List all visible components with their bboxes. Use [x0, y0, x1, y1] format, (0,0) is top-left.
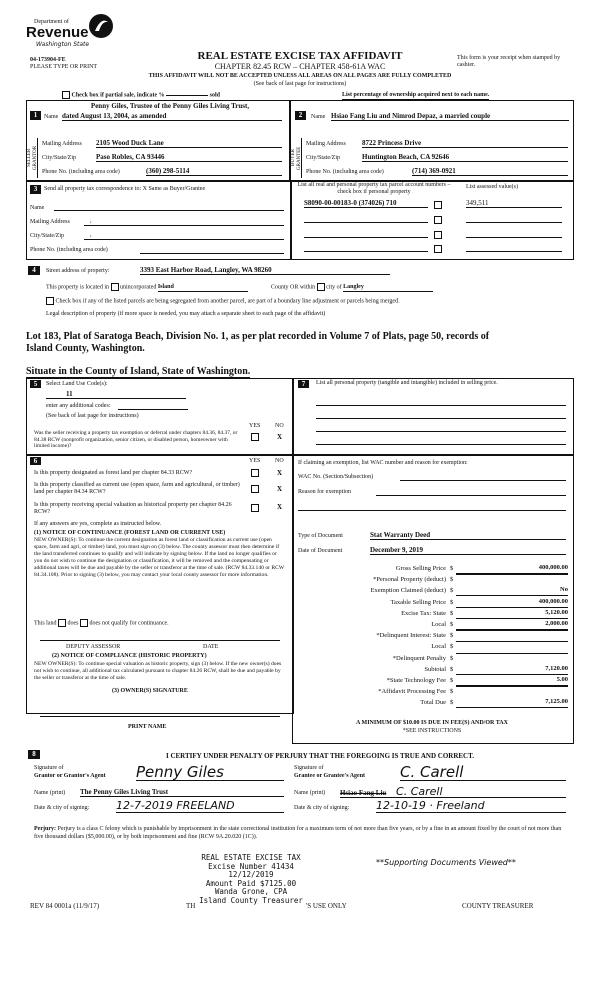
exemption-yes-checkbox[interactable]: [251, 433, 259, 441]
exemption-question: Was the seller receiving a property tax exemption or deferral under chapters 84.36, 84.37, or 84.38 RCW (nonprofit organization, senior citizen, or disabled person, homeowner with limited income)?: [34, 430, 238, 449]
section-number-8: 8: [28, 750, 40, 759]
assessed-line-3[interactable]: [466, 237, 562, 238]
partial-sale-checkbox[interactable]: [62, 91, 70, 99]
buyer-phone-label: Phone No. (including area code): [306, 169, 384, 175]
calc-row-value[interactable]: [456, 574, 568, 575]
calc-row-label: Excise Tax: State: [401, 609, 446, 617]
calc-row-value[interactable]: [456, 630, 568, 631]
owner-sig-line[interactable]: [40, 716, 280, 717]
calc-row-label: Total Due: [420, 699, 446, 707]
calc-row-value[interactable]: 7,125.00: [456, 697, 568, 708]
seller-vertical-label: SELLER GRANTOR: [27, 145, 38, 171]
personal-property-line-4[interactable]: [316, 444, 566, 445]
calc-row-value[interactable]: 400,000.00: [456, 563, 568, 574]
calc-row-label: *Personal Property (deduct): [373, 576, 446, 584]
calc-row: [296, 641, 568, 652]
located-label: This property is located in: [46, 284, 109, 291]
does-not-checkbox[interactable]: [80, 619, 88, 627]
additional-codes-field[interactable]: [118, 409, 188, 410]
calc-row-dollar: $: [450, 643, 454, 651]
calc-row: [296, 697, 568, 708]
perjury-notice: [34, 826, 570, 841]
seller-vertical-band: [27, 138, 38, 178]
parcel-line-2[interactable]: [304, 222, 428, 223]
stamp-line4: Amount Paid $7125.00: [205, 878, 297, 888]
situate-line: Situate in the County of Island, State of Washington.: [26, 366, 251, 377]
calc-row-label: Subtotal: [424, 665, 446, 673]
parcel-personal-checkbox-4[interactable]: [434, 245, 442, 253]
buyer-mailing[interactable]: 8722 Princess Drive: [362, 139, 568, 148]
s6-no-header: NO: [275, 458, 284, 464]
street-label: Street address of property:: [46, 268, 110, 274]
forest-no-answer[interactable]: X: [277, 469, 283, 477]
partial-sale-row: [62, 91, 220, 99]
certify-statement: I CERTIFY UNDER PENALTY OF PERJURY THAT THE FOREGOING IS TRUE AND CORRECT.: [165, 752, 474, 760]
dor-logo-icon: [88, 13, 114, 39]
calc-row-value[interactable]: [456, 653, 568, 654]
calc-row-dollar: $: [450, 665, 454, 673]
grantee-signature[interactable]: C. Carell: [400, 764, 566, 781]
seller-mailing-label: Mailing Address: [42, 141, 82, 147]
legal-line1: Lot 183, Plat of Saratoga Beach, Division No. 1, as per plat recorded in Volume 7 of Plats, page 50, records of: [26, 331, 490, 342]
calc-row-label: *Affidavit Processing Fee: [378, 688, 446, 696]
see-instructions: *SEE INSTRUCTIONS: [402, 728, 462, 734]
calc-row-label: *State Technology Fee: [386, 676, 446, 684]
section-number-4: 4: [28, 266, 40, 275]
grantee-print-handwritten: C. Carell: [396, 785, 443, 798]
grantee-print-label: Name (print): [294, 790, 326, 796]
calc-row-label: Local: [431, 643, 446, 651]
s3-city-field[interactable]: ,: [84, 232, 284, 240]
calc-row-value[interactable]: [456, 641, 568, 642]
does-not-label: does not qualify for continuance.: [89, 620, 169, 627]
parcel-personal-checkbox-2[interactable]: [434, 216, 442, 224]
use-only-left: TH: [186, 902, 196, 910]
calc-row-dollar: $: [450, 587, 454, 595]
this-land-label: This land: [34, 620, 57, 627]
s6-yes-header: YES: [249, 458, 261, 464]
calc-row-value[interactable]: 5.00: [456, 675, 568, 686]
calc-row: [296, 563, 568, 574]
owner-sig-label: (3) OWNER(S) SIGNATURE: [112, 688, 188, 694]
minimum-due: A MINIMUM OF $10.00 IS DUE IN FEE(S) AND/OR TAX: [356, 720, 508, 726]
assessed-value[interactable]: 349,511: [466, 199, 562, 208]
grantee-print-typed: Hsiao Fang Liu: [340, 789, 387, 797]
grantor-date-city[interactable]: 12-7-2019 FREELAND: [116, 800, 284, 813]
grantor-signature[interactable]: Penny Giles: [136, 764, 284, 781]
calc-row-value[interactable]: No: [456, 585, 568, 596]
deputy-assessor-label: DEPUTY ASSESSOR: [66, 644, 121, 650]
form-warning: THIS AFFIDAVIT WILL NOT BE ACCEPTED UNLESS ALL AREAS ON ALL PAGES ARE FULLY COMPLETED: [148, 73, 452, 79]
calc-row: [296, 675, 568, 686]
calc-row-value[interactable]: 2,000.00: [456, 619, 568, 630]
unincorporated-label: unincorporated: [120, 284, 157, 291]
supporting-docs: **Supporting Documents Viewed**: [376, 858, 516, 867]
assessed-line-2[interactable]: [466, 222, 562, 223]
calc-row-label: *Delinquent Penalty: [392, 654, 446, 662]
calc-row-dollar: $: [450, 699, 454, 707]
section-number-7: 7: [298, 380, 309, 388]
calc-row: [296, 630, 568, 641]
buyer-city-label: City/State/Zip: [306, 155, 340, 161]
calc-row-label: Exemption Claimed (deduct): [370, 587, 446, 595]
forest-yes-checkbox[interactable]: [251, 469, 259, 477]
seller-name-line1[interactable]: Penny Giles, Trustee of the Penny Giles Living Trust,: [90, 102, 250, 110]
reason-field[interactable]: [376, 495, 566, 496]
seller-name-line2[interactable]: dated August 13, 2004, as amended: [62, 112, 282, 121]
calc-row-label: Local: [431, 620, 446, 628]
pct-ownership-note: List percentage of ownership acquired next to each name.: [342, 92, 490, 98]
notice1-title: (1) NOTICE OF CONTINUANCE (FOREST LAND OR CURRENT USE): [34, 530, 226, 536]
notice2-title: (2) NOTICE OF COMPLIANCE (HISTORIC PROPERTY): [52, 653, 207, 659]
reason-label: Reason for exemption: [298, 489, 351, 495]
calc-row-dollar: $: [450, 632, 454, 640]
sold-label: sold: [209, 92, 221, 99]
receipt-note: This form is your receipt when stamped by cashier.: [457, 55, 561, 68]
calc-row-value[interactable]: 7,120.00: [456, 664, 568, 675]
print-name-label: PRINT NAME: [128, 724, 167, 730]
exemption-claim-label: If claiming an exemption, list WAC number and reason for exemption:: [298, 460, 468, 466]
city-of-checkbox[interactable]: [317, 283, 325, 291]
buyer-vertical-label: BUYER GRANTEE: [291, 146, 302, 170]
calc-row: [296, 608, 568, 619]
s3-mailing-field[interactable]: ,: [84, 218, 284, 226]
street-address[interactable]: 3393 East Harbor Road, Langley, WA 98260: [140, 266, 390, 275]
stamp-line5: Wanda Grone, CPA: [214, 887, 288, 896]
reason-line-2[interactable]: [298, 510, 566, 511]
section-number-6: 6: [30, 457, 41, 465]
calc-row-dollar: $: [450, 676, 454, 684]
form-chapter: CHAPTER 82.45 RCW – CHAPTER 458-61A WAC: [214, 62, 386, 71]
calc-row-dollar: $: [450, 576, 454, 584]
please-type: PLEASE TYPE OR PRINT: [30, 64, 98, 70]
calc-row: [296, 619, 568, 630]
calc-row-value[interactable]: [456, 686, 568, 687]
personal-property-line-3[interactable]: [316, 431, 566, 432]
deputy-date-label: DATE: [203, 644, 219, 650]
parcel-personal-checkbox-1[interactable]: [434, 201, 442, 209]
calc-row-value[interactable]: 400,000.00: [456, 597, 568, 608]
section-number-1: 1: [30, 111, 41, 120]
s3-name-field[interactable]: [54, 210, 284, 211]
dor-logo: [26, 13, 116, 51]
current-use-no-answer[interactable]: X: [277, 485, 283, 493]
county-or-within: County OR within: [270, 284, 316, 291]
grantor-print-label: Name (print): [34, 790, 66, 796]
seller-phone-label: Phone No. (including area code): [42, 169, 120, 175]
legal-label: Legal description of property (if more space is needed, you may attach a separate sheet to each page of the affidavit): [46, 311, 326, 317]
current-use-yes-checkbox[interactable]: [251, 485, 259, 493]
city-value[interactable]: Langley: [343, 284, 433, 292]
wac-field[interactable]: [400, 480, 566, 481]
doc-date-label: Date of Document: [298, 548, 343, 554]
perjury-text: Perjury is a class C felony which is punishable by imprisonment in the state correctional institution for a maximum term of not more than five years, or by a fine in an amount fixed by the court of not more than five thousand dollars ($5,000.00), or by both imprisonment and fine (RCW 9A.20.020 (1C)).: [34, 826, 562, 840]
seller-city[interactable]: Paso Robles, CA 93446: [96, 153, 282, 162]
s3-mailing-label: Mailing Address: [30, 219, 70, 225]
perjury-label: Perjury:: [34, 826, 56, 832]
same-as-buyer[interactable]: X Same as Buyer/Grantee: [142, 186, 206, 192]
location-row: [46, 283, 566, 292]
does-label: does: [67, 620, 79, 627]
personal-property-label: List all personal property (tangible and intangible) included in selling price.: [316, 380, 498, 386]
wac-label: WAC No. (Section/Subsection): [298, 474, 374, 480]
treasurer-stamp: [186, 854, 316, 905]
parcel-number[interactable]: S8090-00-00183-0 (374026) 710: [304, 199, 428, 208]
send-correspondence-label: Send all property tax correspondence to:: [44, 186, 142, 192]
deputy-sig-line[interactable]: [40, 640, 280, 641]
land-use-code[interactable]: 11: [46, 390, 186, 399]
county-value[interactable]: Island: [158, 284, 248, 292]
grantee-sig-label2: Grantee or Grantee's Agent: [294, 773, 366, 779]
grantee-sig-label1: Signature of: [294, 765, 324, 771]
calc-row-dollar: $: [450, 688, 454, 696]
section-number-3: 3: [30, 185, 41, 194]
calc-row-dollar: $: [450, 620, 454, 628]
buyer-city[interactable]: Huntington Beach, CA 92646: [362, 153, 568, 162]
form-revision: REV 84 0001a (11/9/17): [30, 902, 100, 910]
segregated-checkbox[interactable]: [46, 297, 54, 305]
form-title: REAL ESTATE EXCISE TAX AFFIDAVIT: [197, 50, 403, 62]
section-number-2: 2: [295, 111, 306, 120]
county-treasurer: COUNTY TREASURER: [462, 902, 534, 910]
grantee-print-name[interactable]: [340, 785, 566, 798]
calc-row: [296, 686, 568, 697]
calc-row: [296, 574, 568, 585]
use-only-right: 'S USE ONLY: [306, 902, 347, 910]
buyer-mailing-label: Mailing Address: [306, 141, 346, 147]
land-use-label: Select Land Use Code(s):: [46, 381, 108, 387]
parcel-line-4[interactable]: [304, 251, 428, 252]
calc-row: [296, 597, 568, 608]
send-correspondence: [44, 186, 205, 193]
parcel-personal-checkbox-3[interactable]: [434, 231, 442, 239]
calc-row: [296, 585, 568, 596]
calc-row-dollar: $: [450, 609, 454, 617]
forest-question: Is this property designated as forest land per chapter 84.33 RCW?: [34, 470, 193, 476]
agency-state: Washington State: [36, 41, 90, 48]
notice1-body: NEW OWNER(S): To continue the current designation as forest land or classification as current use (open space, farm and agri, or timber) land, you must sign on (3) below. The county assessor must then determine if the land transferred continues to qualify and will indicate by signing below. If the land no longer qualifies or you do not wish to continue the designation or classification, it will be removed and the compensating or additional taxes will be due and payable by the seller or transferor at the time of sale. (RCW 84.33.140 or RCW 84.34.108). Prior to signing (3) below, you may contact your local county assessor for more information.: [34, 537, 285, 578]
calc-row-value[interactable]: 5,120.00: [456, 608, 568, 619]
current-use-question: Is this property classified as current use (open space, farm and agricultural, or timber) land per chapter 84.34 RCW?: [34, 482, 240, 495]
stamp-line6: Island County Treasurer: [199, 895, 303, 905]
grantee-date-label: Date & city of signing:: [294, 805, 350, 811]
exemption-no-answer[interactable]: X: [277, 433, 283, 441]
historic-yes-checkbox[interactable]: [251, 504, 259, 512]
stamp-line2: Excise Number 41434: [208, 861, 294, 871]
doc-type-label: Type of Document: [298, 533, 343, 539]
grantor-date-label: Date & city of signing:: [34, 805, 90, 811]
s3-city-label: City/State/Zip: [30, 233, 64, 239]
seller-name-label: Name: [44, 114, 59, 120]
see-back: (See back of last page for instructions): [253, 81, 347, 87]
agency-name: Revenue: [26, 24, 89, 41]
calc-row-dollar: $: [450, 565, 454, 572]
unincorporated-checkbox[interactable]: [111, 283, 119, 291]
assessed-line-4[interactable]: [466, 251, 562, 252]
buyer-vertical-band: [291, 138, 302, 178]
calc-row-label: Taxable Selling Price: [390, 598, 446, 606]
additional-codes-label: enter any additional codes:: [46, 403, 111, 409]
calc-row-label: Gross Selling Price: [395, 565, 446, 572]
notice2-body: NEW OWNER(S): To continue special valuation as historic property, sign (3) below. If the new owner(s) does not wish to continue, all additional tax calculated pursuant to chapter 84.26 RCW, shall be due and payable by the seller or transferor at the time of sale.: [34, 661, 282, 681]
section-number-5: 5: [30, 380, 41, 388]
s5-see-back: (See back of last page for instructions): [46, 413, 139, 419]
grantee-date-city[interactable]: 12-10-19 · Freeland: [376, 800, 566, 813]
legal-line2: Island County, Washington.: [26, 343, 145, 354]
parcel-header: List all real and personal property tax parcel account numbers – check box if personal property: [297, 182, 451, 195]
seller-phone[interactable]: (360) 298-5114: [146, 167, 282, 176]
doc-date[interactable]: December 9, 2019: [370, 546, 566, 555]
buyer-name[interactable]: Hsiao Fang Liu and Nimrod Depaz, a married couple: [331, 112, 569, 121]
does-checkbox[interactable]: [58, 619, 66, 627]
stamp-line1: REAL ESTATE EXCISE TAX: [201, 853, 301, 862]
calc-row: [296, 653, 568, 664]
buyer-name-label: Name: [311, 114, 326, 120]
form-id: 04-173904-FE: [30, 57, 66, 63]
buyer-phone[interactable]: (714) 369-0921: [412, 167, 568, 176]
seller-mailing[interactable]: 2105 Wood Duck Lane: [96, 139, 282, 148]
historic-question: Is this property receiving special valuation as historical property per chapter 84.26 RCW?: [34, 502, 232, 515]
personal-property-line-1[interactable]: [316, 405, 566, 406]
grantor-print-name[interactable]: The Penny Giles Living Trust: [80, 788, 284, 797]
calc-row-dollar: $: [450, 598, 454, 606]
s5-yes-header: YES: [249, 423, 261, 429]
if-yes-note: If any answers are yes, complete as instructed below.: [34, 521, 162, 527]
s3-phone-field[interactable]: [140, 253, 284, 254]
calc-row-dollar: $: [450, 654, 454, 662]
agency-line1: Department of: [34, 19, 69, 25]
historic-no-answer[interactable]: X: [277, 503, 283, 511]
calc-row: [296, 664, 568, 675]
seller-city-label: City/State/Zip: [42, 155, 76, 161]
segregated-label: Check box if any of the listed parcels are being segregated from another parcel, are part of a boundary line adjustment or parcels being merged.: [55, 298, 400, 305]
parcel-line-3[interactable]: [304, 237, 428, 238]
stamp-line3: 12/12/2019: [228, 870, 274, 879]
calc-row-label: *Delinquent Interest: State: [376, 632, 446, 640]
s3-name-label: Name: [30, 205, 45, 211]
doc-type[interactable]: Stat Warranty Deed: [370, 531, 566, 540]
grantor-sig-label1: Signature of: [34, 765, 64, 771]
s3-phone-label: Phone No. (including area code): [30, 247, 108, 253]
personal-property-line-2[interactable]: [316, 418, 566, 419]
city-of-label: city of: [326, 284, 342, 291]
grantor-sig-label2: Grantor or Grantor's Agent: [34, 773, 106, 779]
segregated-row: [46, 297, 576, 305]
continuance-row: [34, 619, 169, 627]
tax-calculation: [296, 563, 568, 708]
s5-no-header: NO: [275, 423, 284, 429]
assessed-header: List assessed value(s): [466, 184, 518, 190]
partial-sale-label: Check box if partial sale, indicate %: [71, 92, 165, 99]
